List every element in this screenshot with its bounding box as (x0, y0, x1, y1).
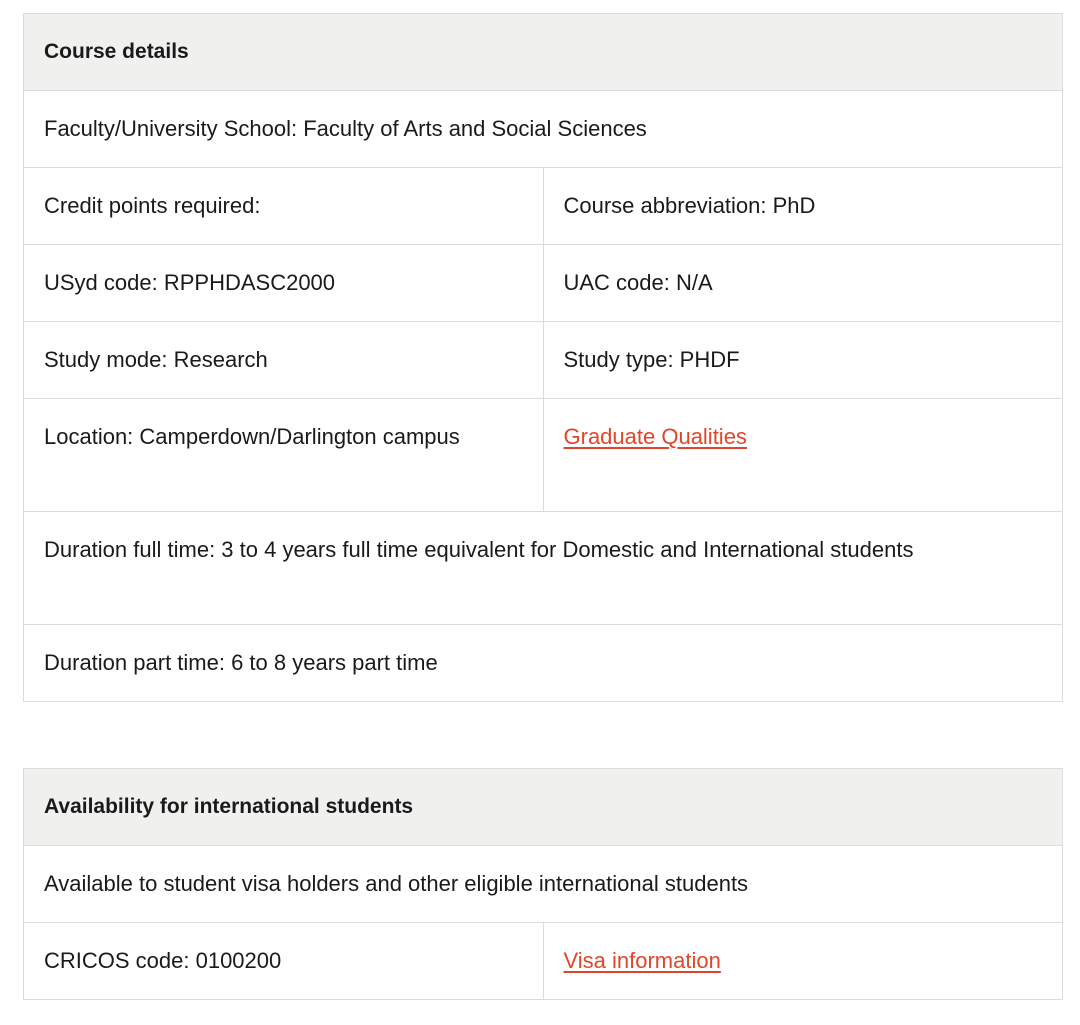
uac-code-cell: UAC code: N/A (543, 245, 1063, 322)
international-heading: Availability for international students (24, 769, 1063, 846)
duration-full-time-cell: Duration full time: 3 to 4 years full time equivalent for Domestic and International students (24, 512, 1063, 625)
availability-cell: Available to student visa holders and other eligible international students (24, 846, 1063, 923)
course-details-table (23, 13, 1063, 702)
usyd-code-cell: USyd code: RPPHDASC2000 (24, 245, 544, 322)
location-cell: Location: Camperdown/Darlington campus (24, 399, 544, 512)
study-mode-cell: Study mode: Research (24, 322, 544, 399)
international-availability-table (23, 768, 1063, 1000)
visa-information-cell (543, 923, 1063, 1000)
graduate-qualities-link[interactable]: Graduate Qualities (563, 424, 747, 449)
cricos-code-cell: CRICOS code: 0100200 (24, 923, 544, 1000)
credit-points-cell: Credit points required: (24, 168, 544, 245)
study-type-cell: Study type: PHDF (543, 322, 1063, 399)
graduate-qualities-cell (543, 399, 1063, 512)
duration-part-time-cell: Duration part time: 6 to 8 years part time (24, 625, 1063, 702)
visa-information-link[interactable]: Visa information (563, 948, 721, 973)
course-abbreviation-cell: Course abbreviation: PhD (543, 168, 1063, 245)
course-details-heading: Course details (24, 14, 1063, 91)
faculty-cell: Faculty/University School: Faculty of Arts and Social Sciences (24, 91, 1063, 168)
